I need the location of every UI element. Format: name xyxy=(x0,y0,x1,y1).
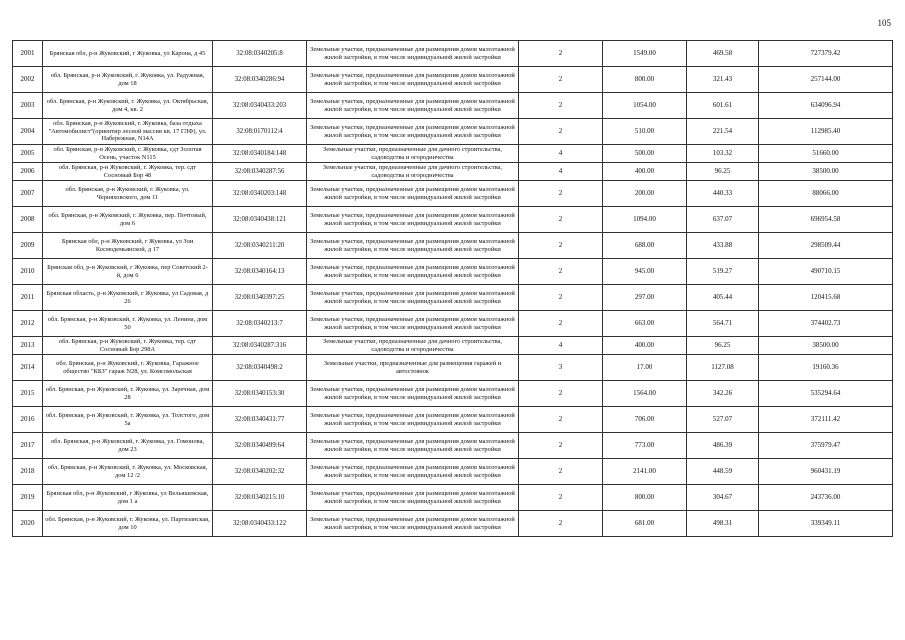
address-cell: обл. Брянская, р-н Жуковский, г. Жуковка, пер. Почтовый, дом 6 xyxy=(43,207,213,233)
row-number: 2008 xyxy=(13,207,43,233)
cadastral-number-cell: 32:08:0340202:32 xyxy=(213,459,307,485)
permitted-use-cell: Земельные участки, предназначенные для размещения домов малоэтажной жилой застройки, в том числе индивидуальной жилой застройки xyxy=(307,285,519,311)
area-cell: 1094.00 xyxy=(603,207,687,233)
table-row xyxy=(13,433,893,459)
permitted-use-cell: Земельные участки, предназначенные для размещения домов малоэтажной жилой застройки, в том числе индивидуальной жилой застройки xyxy=(307,119,519,145)
group-cell: 2 xyxy=(519,511,603,537)
group-cell: 2 xyxy=(519,381,603,407)
permitted-use-cell: Земельные участки, предназначенные для размещения домов малоэтажной жилой застройки, в том числе индивидуальной жилой застройки xyxy=(307,381,519,407)
permitted-use-cell: Земельные участки, предназначенные для размещения домов малоэтажной жилой застройки, в том числе индивидуальной жилой застройки xyxy=(307,259,519,285)
specific-value-cell: 601.61 xyxy=(687,93,759,119)
cadastral-value-cell: 634096.94 xyxy=(759,93,893,119)
address-cell: обл. Брянская, р-н Жуковский, г. Жуковка, ул. Октябрьская, дом 4, кв. 2 xyxy=(43,93,213,119)
row-number: 2012 xyxy=(13,311,43,337)
cadastral-value-cell: 727379.42 xyxy=(759,41,893,67)
group-cell: 2 xyxy=(519,459,603,485)
permitted-use-cell: Земельные участки, предназначенные для размещения домов малоэтажной жилой застройки, в том числе индивидуальной жилой застройки xyxy=(307,407,519,433)
specific-value-cell: 433.88 xyxy=(687,233,759,259)
area-cell: 1054.00 xyxy=(603,93,687,119)
specific-value-cell: 519.27 xyxy=(687,259,759,285)
cadastral-number-cell: 32:08:0340433:203 xyxy=(213,93,307,119)
address-cell: обл. Брянская, р-н Жуковский, г. Жуковка, ул. Толстого, дом 5а xyxy=(43,407,213,433)
group-cell: 2 xyxy=(519,311,603,337)
permitted-use-cell: Земельные участки, предназначенные для размещения домов малоэтажной жилой застройки, в том числе индивидуальной жилой застройки xyxy=(307,93,519,119)
group-cell: 2 xyxy=(519,93,603,119)
address-cell: обл. Брянская, р-н Жуковский, г. Жуковка, ул. Заречная, дом 28 xyxy=(43,381,213,407)
specific-value-cell: 1127.08 xyxy=(687,355,759,381)
permitted-use-cell: Земельные участки, предназначенные для размещения домов малоэтажной жилой застройки, в том числе индивидуальной жилой застройки xyxy=(307,511,519,537)
group-cell: 4 xyxy=(519,145,603,163)
permitted-use-cell: Земельные участки, предназначенные для размещения домов малоэтажной жилой застройки, в том числе индивидуальной жилой застройки xyxy=(307,207,519,233)
table-row xyxy=(13,145,893,163)
group-cell: 2 xyxy=(519,207,603,233)
row-number: 2016 xyxy=(13,407,43,433)
table-row xyxy=(13,207,893,233)
cadastral-number-cell: 32:08:0340433:122 xyxy=(213,511,307,537)
row-number: 2001 xyxy=(13,41,43,67)
permitted-use-cell: Земельные участки, предназначенные для размещения домов малоэтажной жилой застройки, в том числе индивидуальной жилой застройки xyxy=(307,311,519,337)
area-cell: 800.00 xyxy=(603,67,687,93)
cadastral-number-cell: 32:08:0340203:148 xyxy=(213,181,307,207)
area-cell: 17.00 xyxy=(603,355,687,381)
cadastral-value-cell: 298509.44 xyxy=(759,233,893,259)
group-cell: 2 xyxy=(519,67,603,93)
address-cell: Брянская обл, р-н Жуковский, г Жуковка, ул Карона, д 45 xyxy=(43,41,213,67)
cadastral-number-cell: 32:08:0340184:148 xyxy=(213,145,307,163)
area-cell: 800.00 xyxy=(603,485,687,511)
permitted-use-cell: Земельные участки, предназначенные для размещения гаражей и автостоянок xyxy=(307,355,519,381)
land-plot-table xyxy=(12,40,893,537)
cadastral-number-cell: 32:08:0340286:94 xyxy=(213,67,307,93)
cadastral-value-cell: 19160.36 xyxy=(759,355,893,381)
address-cell: обл. Брянская, р-н Жуковский, г. Жуковка, база отдыха "Автомобилист"(ориентир лесной массив кв. 17 ГЛФ), ул. Набережная, N14А xyxy=(43,119,213,145)
permitted-use-cell: Земельные участки, предназначенные для дачного строительства, садоводства и огородничества xyxy=(307,163,519,181)
row-number: 2020 xyxy=(13,511,43,537)
cadastral-value-cell: 120415.68 xyxy=(759,285,893,311)
table-row xyxy=(13,485,893,511)
table-row xyxy=(13,163,893,181)
table-row xyxy=(13,285,893,311)
address-cell: обл. Брянская, р-н Жуковский, г. Жуковка, ул. Черняховского, дом 11 xyxy=(43,181,213,207)
cadastral-value-cell: 51660.00 xyxy=(759,145,893,163)
row-number: 2007 xyxy=(13,181,43,207)
group-cell: 2 xyxy=(519,407,603,433)
specific-value-cell: 405.44 xyxy=(687,285,759,311)
address-cell: обл. Брянская, р-н Жуковский, г. Жуковка, ул. Московская, дом 12 /2 xyxy=(43,459,213,485)
cadastral-number-cell: 32:08:0340287:316 xyxy=(213,337,307,355)
address-cell: обл. Брянская, р-н Жуковский, г. Жуковка, тер. сдт Сосновый Бор 48 xyxy=(43,163,213,181)
table-row xyxy=(13,93,893,119)
table-row xyxy=(13,41,893,67)
cadastral-value-cell: 696954.58 xyxy=(759,207,893,233)
table-row xyxy=(13,511,893,537)
cadastral-number-cell: 32:08:0340498:2 xyxy=(213,355,307,381)
cadastral-value-cell: 243736.00 xyxy=(759,485,893,511)
permitted-use-cell: Земельные участки, предназначенные для размещения домов малоэтажной жилой застройки, в том числе индивидуальной жилой застройки xyxy=(307,181,519,207)
specific-value-cell: 342.26 xyxy=(687,381,759,407)
area-cell: 663.00 xyxy=(603,311,687,337)
area-cell: 706.00 xyxy=(603,407,687,433)
row-number: 2018 xyxy=(13,459,43,485)
area-cell: 400.00 xyxy=(603,337,687,355)
cadastral-value-cell: 88066.00 xyxy=(759,181,893,207)
permitted-use-cell: Земельные участки, предназначенные для размещения домов малоэтажной жилой застройки, в том числе индивидуальной жилой застройки xyxy=(307,233,519,259)
address-cell: обл. Брянская, р-н Жуковский, г. Жуковка, ул. Ленина, дом 50 xyxy=(43,311,213,337)
area-cell: 400.00 xyxy=(603,163,687,181)
row-number: 2015 xyxy=(13,381,43,407)
cadastral-number-cell: 32:08:0340287:56 xyxy=(213,163,307,181)
cadastral-number-cell: 32:08:0340397:25 xyxy=(213,285,307,311)
table-row xyxy=(13,311,893,337)
table-row xyxy=(13,337,893,355)
address-cell: обл. Брянская, р-н Жуковский, г. Жуковка, ул. Партизанская, дом 10 xyxy=(43,511,213,537)
row-number: 2017 xyxy=(13,433,43,459)
specific-value-cell: 304.67 xyxy=(687,485,759,511)
address-cell: обл. Брянская, р-н Жуковский, г. Жуковка, ул. Гомонова, дом 23 xyxy=(43,433,213,459)
cadastral-value-cell: 372111.42 xyxy=(759,407,893,433)
row-number: 2003 xyxy=(13,93,43,119)
cadastral-number-cell: 32:08:0340205:8 xyxy=(213,41,307,67)
permitted-use-cell: Земельные участки, предназначенные для дачного строительства, садоводства и огородничества xyxy=(307,145,519,163)
area-cell: 510.00 xyxy=(603,119,687,145)
row-number: 2009 xyxy=(13,233,43,259)
cadastral-number-cell: 32:08:0340211:20 xyxy=(213,233,307,259)
cadastral-value-cell: 38500.00 xyxy=(759,337,893,355)
cadastral-value-cell: 960431.19 xyxy=(759,459,893,485)
row-number: 2004 xyxy=(13,119,43,145)
table-row xyxy=(13,259,893,285)
address-cell: обл. Брянская, р-н Жуковский, г. Жуковка, тер. сдт Сосновый Бор 298А xyxy=(43,337,213,355)
specific-value-cell: 221.54 xyxy=(687,119,759,145)
specific-value-cell: 440.33 xyxy=(687,181,759,207)
area-cell: 297.00 xyxy=(603,285,687,311)
cadastral-number-cell: 32:08:0340215:10 xyxy=(213,485,307,511)
specific-value-cell: 469.58 xyxy=(687,41,759,67)
address-cell: Брянская область, р-н Жуковский, г Жуковка, ул Садовая, д 26 xyxy=(43,285,213,311)
table-row xyxy=(13,233,893,259)
group-cell: 4 xyxy=(519,337,603,355)
permitted-use-cell: Земельные участки, предназначенные для размещения домов малоэтажной жилой застройки, в том числе индивидуальной жилой застройки xyxy=(307,67,519,93)
row-number: 2006 xyxy=(13,163,43,181)
cadastral-value-cell: 374402.73 xyxy=(759,311,893,337)
table-row xyxy=(13,181,893,207)
permitted-use-cell: Земельные участки, предназначенные для размещения домов малоэтажной жилой застройки, в том числе индивидуальной жилой застройки xyxy=(307,459,519,485)
group-cell: 2 xyxy=(519,485,603,511)
cadastral-value-cell: 339349.11 xyxy=(759,511,893,537)
address-cell: Брянская обл, р-н Жуковский, г Жуковка, пер Советский 2-й, дом 6 xyxy=(43,259,213,285)
table-row xyxy=(13,355,893,381)
row-number: 2010 xyxy=(13,259,43,285)
area-cell: 945.00 xyxy=(603,259,687,285)
cadastral-number-cell: 32:08:0340431:77 xyxy=(213,407,307,433)
area-cell: 1549.00 xyxy=(603,41,687,67)
cadastral-value-cell: 112985.40 xyxy=(759,119,893,145)
specific-value-cell: 564.71 xyxy=(687,311,759,337)
row-number: 2005 xyxy=(13,145,43,163)
group-cell: 2 xyxy=(519,433,603,459)
group-cell: 2 xyxy=(519,285,603,311)
group-cell: 2 xyxy=(519,41,603,67)
cadastral-number-cell: 32:08:0170112:4 xyxy=(213,119,307,145)
specific-value-cell: 486.39 xyxy=(687,433,759,459)
permitted-use-cell: Земельные участки, предназначенные для размещения домов малоэтажной жилой застройки, в том числе индивидуальной жилой застройки xyxy=(307,433,519,459)
specific-value-cell: 527.07 xyxy=(687,407,759,433)
group-cell: 2 xyxy=(519,119,603,145)
row-number: 2014 xyxy=(13,355,43,381)
permitted-use-cell: Земельные участки, предназначенные для размещения домов малоэтажной жилой застройки, в том числе индивидуальной жилой застройки xyxy=(307,41,519,67)
address-cell: обл. Брянская, р-н Жуковский, г. Жуковка, сдт Золотая Осень, участок N115 xyxy=(43,145,213,163)
specific-value-cell: 448.59 xyxy=(687,459,759,485)
specific-value-cell: 321.43 xyxy=(687,67,759,93)
specific-value-cell: 498.31 xyxy=(687,511,759,537)
cadastral-value-cell: 38500.00 xyxy=(759,163,893,181)
group-cell: 3 xyxy=(519,355,603,381)
group-cell: 4 xyxy=(519,163,603,181)
cadastral-value-cell: 535294.64 xyxy=(759,381,893,407)
specific-value-cell: 96.25 xyxy=(687,337,759,355)
area-cell: 200.00 xyxy=(603,181,687,207)
address-cell: обл. Брянская, р-н Жуковский, г. Жуковка, Гаражное общество "КБЗ" гараж N28, ул. Комсомольская xyxy=(43,355,213,381)
area-cell: 688.00 xyxy=(603,233,687,259)
table-row xyxy=(13,119,893,145)
table-row xyxy=(13,459,893,485)
address-cell: Брянская обл, р-н Жуковский, г Жуковка, ул Зои Космодемьянской, д 17 xyxy=(43,233,213,259)
row-number: 2011 xyxy=(13,285,43,311)
permitted-use-cell: Земельные участки, предназначенные для дачного строительства, садоводства и огородничества xyxy=(307,337,519,355)
area-cell: 681.00 xyxy=(603,511,687,537)
cadastral-number-cell: 32:08:0340153:30 xyxy=(213,381,307,407)
area-cell: 773.00 xyxy=(603,433,687,459)
group-cell: 2 xyxy=(519,259,603,285)
specific-value-cell: 103.32 xyxy=(687,145,759,163)
specific-value-cell: 637.07 xyxy=(687,207,759,233)
group-cell: 2 xyxy=(519,181,603,207)
area-cell: 1564.00 xyxy=(603,381,687,407)
group-cell: 2 xyxy=(519,233,603,259)
row-number: 2019 xyxy=(13,485,43,511)
table-row xyxy=(13,407,893,433)
table-row xyxy=(13,381,893,407)
address-cell: Брянская обл, р-н Жуковский, г Жуковка, ул Вельяшевская, дом 1 а xyxy=(43,485,213,511)
address-cell: обл. Брянская, р-н Жуковский, г. Жуковка, ул. Радужная, дом 18 xyxy=(43,67,213,93)
cadastral-number-cell: 32:08:0340164:13 xyxy=(213,259,307,285)
cadastral-number-cell: 32:08:0340438:121 xyxy=(213,207,307,233)
table-row xyxy=(13,67,893,93)
page-number: 105 xyxy=(877,18,891,28)
area-cell: 2141.00 xyxy=(603,459,687,485)
cadastral-number-cell: 32:08:0340499:64 xyxy=(213,433,307,459)
specific-value-cell: 96.25 xyxy=(687,163,759,181)
cadastral-value-cell: 490710.15 xyxy=(759,259,893,285)
row-number: 2013 xyxy=(13,337,43,355)
cadastral-value-cell: 257144.00 xyxy=(759,67,893,93)
cadastral-number-cell: 32:08:0340213:7 xyxy=(213,311,307,337)
permitted-use-cell: Земельные участки, предназначенные для размещения домов малоэтажной жилой застройки, в том числе индивидуальной жилой застройки xyxy=(307,485,519,511)
row-number: 2002 xyxy=(13,67,43,93)
cadastral-value-cell: 375979.47 xyxy=(759,433,893,459)
area-cell: 500.00 xyxy=(603,145,687,163)
